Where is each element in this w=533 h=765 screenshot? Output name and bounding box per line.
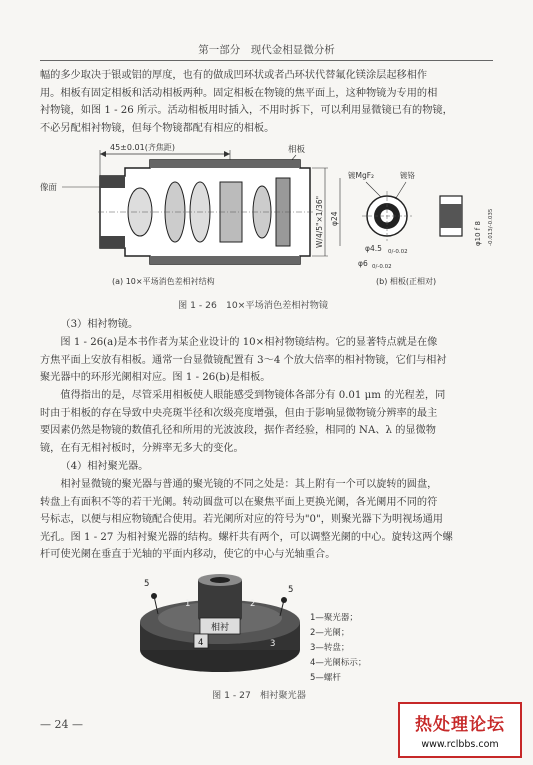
text-line: 号标志，以便与相应物镜配合使用。若光阑所对应的符号为"0"，则聚光器下为明视场通用 bbox=[40, 514, 443, 526]
figure-1-27-legend bbox=[310, 611, 366, 686]
figure-1-26-caption: 图 1 - 26 10×平场消色差相衬物镜 bbox=[178, 300, 329, 311]
section-3-heading: （3）相衬物镜。 bbox=[60, 319, 139, 330]
text-line: 聚光器中的环形光阑相对应。图 1 - 26(b)是相板。 bbox=[40, 372, 271, 384]
forum-watermark-logo bbox=[398, 702, 522, 758]
text-line: 值得指出的是，尽管采用相板使人眼能感受到物镜体各部分有 0.01 μm 的光程差，同 bbox=[60, 390, 446, 401]
running-header bbox=[40, 42, 493, 61]
d45-label: φ4.5 bbox=[365, 244, 382, 253]
text-line: 时由于相板的存在导致中央亮斑半径和次级亮度增强，但由于影响显微物镜分辨率的最主 bbox=[40, 407, 438, 419]
text-line: 衬物镜，如图 1 - 26 所示。活动相板用时插入，不用时拆下，可以利用显微镜已有的物镜， bbox=[40, 105, 453, 117]
d6-tolerance: 0/-0.02 bbox=[372, 264, 392, 270]
legend-item: 2—光阑； bbox=[310, 628, 350, 638]
text-line: 不必另配相衬物镜，但每个物镜都配有相应的相板。 bbox=[40, 122, 275, 134]
page-number: — 24 — bbox=[40, 718, 83, 731]
paragraph-5 bbox=[40, 476, 500, 564]
d10-tolerance: -0.013/-0.035 bbox=[488, 208, 494, 246]
mgf2-label: 镀MgF₂ bbox=[348, 171, 375, 180]
legend-item: 4—光阑标示； bbox=[310, 658, 367, 668]
text-line: 图 1 - 26(a)是本书作者为某企业设计的 10×相衬物镜结构。它的显著特点就是在像 bbox=[60, 337, 438, 348]
paragraph-3 bbox=[40, 334, 500, 387]
legend-item: 3—转盘； bbox=[310, 643, 350, 653]
callout-5-right: 5 bbox=[288, 585, 294, 595]
dim-focus-label: 45±0.01(齐焦距) bbox=[110, 143, 175, 152]
d24-label: φ24 bbox=[330, 211, 339, 226]
text-line: 转盘上有面积不等的若干光阑。转动圆盘可以在聚焦平面上更换光阑，各光阑用不同的符 bbox=[40, 496, 438, 508]
legend-item: 5—螺杆 bbox=[310, 673, 341, 683]
callout-3: 3 bbox=[270, 639, 276, 649]
subcaption-b: (b) 相板(正相对) bbox=[376, 277, 437, 286]
callout-2: 2 bbox=[250, 599, 256, 609]
callout-4: 4 bbox=[198, 638, 204, 648]
logo-title: 热处理论坛 bbox=[415, 715, 505, 735]
section-4-heading: （4）相衬聚光器。 bbox=[60, 461, 149, 472]
intro-paragraph bbox=[40, 67, 500, 137]
aperture-mark-label: 相衬 bbox=[210, 623, 230, 633]
text-line: 镜，在有无相衬板时，分辨率无多大的变化。 bbox=[40, 442, 244, 454]
legend-item: 1—聚光器； bbox=[310, 613, 358, 623]
figure-1-27-caption: 图 1 - 27 相衬聚光器 bbox=[212, 690, 306, 701]
paragraph-4 bbox=[40, 387, 500, 457]
header-title: 第一部分 现代金相显微分析 bbox=[198, 44, 335, 56]
text-line: 杆可使光阑在垂直于光轴的平面内移动，使它的中心与光轴重合。 bbox=[40, 549, 336, 561]
d6-label: φ6 bbox=[358, 259, 368, 268]
callout-1: 1 bbox=[185, 599, 191, 609]
text-line: 要因素仍然是物镜的数值孔径和所用的光波波段，据作者经验，相同的 NA、λ 的显微物 bbox=[40, 425, 436, 437]
d10-label: φ10 f 8 bbox=[474, 221, 482, 246]
chrome-label: 镀铬 bbox=[400, 171, 415, 180]
thread-label: W/4/5"×1/36" bbox=[315, 195, 324, 248]
text-line: 相衬显微镜的聚光器与普通的聚光镜的不同之处是：其上附有一个可以旋转的圆盘， bbox=[60, 479, 438, 490]
text-line: 用。相板有固定相板和活动相板两种。固定相板在物镜的焦平面上，这种物镜为专用的相 bbox=[40, 87, 438, 99]
figure-1-27-photo bbox=[120, 562, 320, 680]
logo-url: www.rclbbs.com bbox=[421, 739, 499, 750]
image-plane-label: 像面 bbox=[40, 183, 58, 193]
d45-tolerance: 0/-0.02 bbox=[388, 249, 408, 255]
figure-1-26-drawing bbox=[40, 138, 500, 288]
callout-5-left: 5 bbox=[144, 579, 150, 589]
text-line: 方焦平面上安放有相板。通常一台显微镜配置有 3～4 个放大倍率的相衬物镜，它们与相衬 bbox=[40, 354, 447, 366]
text-line: 幅的多少取决于银或铝的厚度，也有的做成凹环状或者凸环状代替氟化镁涂层起移相作 bbox=[40, 70, 428, 81]
text-line: 光孔。图 1 - 27 为相衬聚光器的结构。螺杆共有两个，可以调整光阑的中心。旋转这两个螺 bbox=[40, 531, 453, 543]
xiangban-label: 相板 bbox=[288, 145, 306, 155]
subcaption-a: (a) 10×平场消色差相衬结构 bbox=[112, 277, 215, 286]
